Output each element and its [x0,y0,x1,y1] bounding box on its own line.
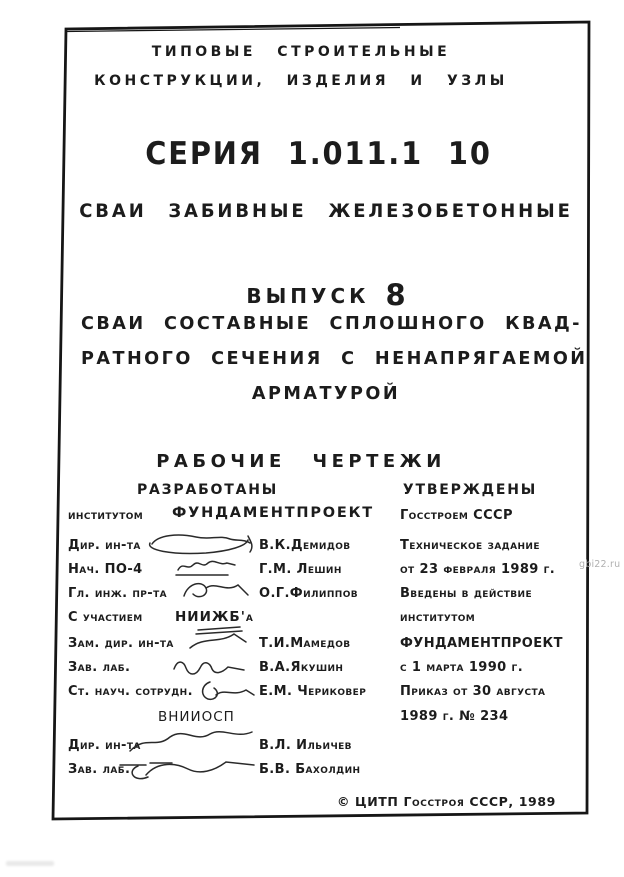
approved-heading: УТВЕРЖДЕНЫ [402,482,538,498]
signatory-row [68,738,398,756]
approved-line: Приказ от 30 августа [400,684,546,699]
site-watermark: gbi22.ru [579,559,621,570]
series-subtitle: СВАИ ЗАБИВНЫЕ ЖЕЛЕЗОБЕТОННЫЕ [79,201,573,222]
signatory-row [68,684,398,702]
signatory-name: Е.М. Чериковер [259,684,367,699]
approved-line: от 23 февраля 1989 г. [400,562,556,577]
signatory-role: Зав. лаб. [68,660,131,675]
institute-label: институтом [68,508,144,523]
issue-label: ВЫПУСК [246,284,370,308]
series-title: СЕРИЯ 1.011.1 10 [145,136,492,172]
signatory-row [68,636,398,654]
signatory-name: В.Л. Ильичев [259,738,352,753]
signatory-name: Б.В. Бахолдин [259,762,361,777]
participation-row [68,610,398,628]
developed-institute-row [68,505,398,526]
drawings-title: РАБОЧИЕ ЧЕРТЕЖИ [156,451,446,472]
signatory-role: Ст. науч. сотрудн. [68,684,193,699]
signatory-name: Г.М. Лешин [259,562,342,577]
issue-desc-line-2: РАТНОГО СЕЧЕНИЯ С НЕНАПРЯГАЕМОЙ [81,348,588,369]
signature-bakholdin-icon [118,755,258,783]
participation-name: НИИЖБ'а [175,609,254,625]
approved-line: институтом [400,610,476,625]
header-line-2: КОНСТРУКЦИИ, ИЗДЕЛИЯ И УЗЛЫ [94,73,508,89]
signatory-row [68,562,398,580]
signatory-name: Т.И.Мамедов [259,636,351,651]
signatory-row [68,586,398,604]
faint-watermark-smudge [6,861,54,866]
approved-line: Техническое задание [400,538,540,553]
vniiosp-name: ВНИИОСП [158,709,235,725]
copyright-notice: © ЦИТП Госстроя СССР, 1989 [337,794,556,809]
approved-line: Госстроем СССР [400,508,513,523]
institute-name: ФУНДАМЕНТПРОЕКТ [172,505,374,521]
signatory-role: Дир. ин-та [68,538,141,553]
issue-desc-line-3: АРМАТУРОЙ [251,383,401,404]
signatory-name: О.Г.Филиппов [259,586,359,601]
header-line-1: ТИПОВЫЕ СТРОИТЕЛЬНЫЕ [151,44,451,60]
signatory-role: Зам. дир. ин-та [68,636,174,651]
signatory-role: Зав. лаб. [68,762,131,777]
approved-line: 1989 г. № 234 [400,709,509,724]
signature-cherikover-icon [196,678,258,704]
issue-number: 8 [385,278,406,312]
signatory-row [68,762,398,780]
signatory-name: В.К.Демидов [259,538,351,553]
signature-filippov-icon [172,578,256,604]
signature-leshin-icon [168,556,248,580]
signatory-name: В.А.Якушин [259,660,344,675]
approved-line: ФУНДАМЕНТПРОЕКТ [400,636,563,651]
issue-desc-line-1: СВАИ СОСТАВНЫЕ СПЛОШНОГО КВАД- [81,313,582,334]
vniiosp-row [158,709,278,725]
signature-demidov-icon [144,530,262,556]
signatory-role: Дир. ин-та [68,738,141,753]
signatory-row [68,660,398,678]
issue-line [66,278,586,312]
signature-mamedov-icon [180,624,252,654]
signature-yakushin-icon [166,653,252,677]
signatory-role: Нач. ПО-4 [68,562,143,577]
signatory-role: Гл. инж. пр-та [68,586,167,601]
participation-label: С участием [68,610,143,625]
signatory-row [68,538,398,556]
signature-ilyichev-icon [124,727,258,757]
approved-line: Введены в действие [400,586,533,601]
developed-heading: РАЗРАБОТАНЫ [136,482,279,498]
approved-line: с 1 марта 1990 г. [400,660,524,675]
